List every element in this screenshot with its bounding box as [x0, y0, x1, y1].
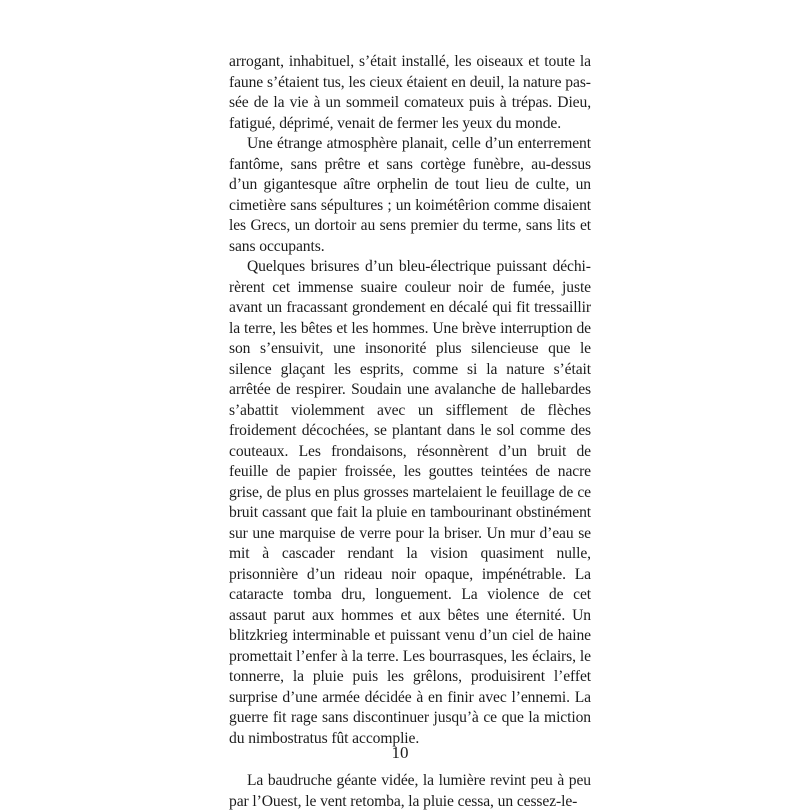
paragraph-1: arrogant, inhabituel, s’était installé, les oiseaux et toute la faune s’étaient tus, les cieux étaient en deuil, la nature passée de la vie à un sommeil comateux puis à trépas. Dieu, fatigué, déprimé, venait de fermer les yeux du monde. [229, 53, 591, 132]
body-text [229, 52, 591, 812]
paragraph-3: Quelques brisures d’un bleu-électrique puissant déchirèrent cet immense suaire couleur noir de fumée, juste avant un fracassant grondement en décalé qui fit tressaillir la terre, les bêtes et les hommes. Une brève interruption de son s’ensuivit, une insonorité plus silencieuse que le silence glaçant les esprits, comme si la nature s’était arrêtée de respirer. Soudain une avalanche de hallebardes s’abattit violemment avec un sifflement de flèches froidement décochées, se plantant dans le sol comme des couteaux. Les frondaisons, résonnèrent d’un bruit de feuille de papier froissée, les gouttes teintées de nacre grise, de plus en plus grosses martelaient le feuillage de ce bruit cassant que fait la pluie en tambourinant obstinément sur une marquise de verre pour la briser. Un mur d’eau se mit à cascader rendant la vision quasiment nulle, prisonnière d’un rideau noir opaque, impénétrable. La cataracte tomba dru, longuement. La violence de cet assaut parut aux hommes et aux bêtes une éternité. Un blitzkrieg interminable et puissant venu d’un ciel de haine promettait l’enfer à la terre. Les bourrasques, les éclairs, le tonnerre, la pluie puis les grêlons, produisirent l’effet surprise d’une armée décidée à en finir avec l’ennemi. La guerre fit rage sans discontinuer jusqu’à ce que la miction du nimbostratus fût accomplie. [229, 258, 591, 747]
page-number: 10 [391, 743, 409, 762]
paragraph-2: Une étrange atmosphère planait, celle d’un enterrement fantôme, sans prêtre et sans cortège funèbre, au-dessus d’un gigantesque aître orphelin de tout lieu de culte, un cimetière sans sépultures ; un koimétêrion comme disaient les Grecs, un dortoir au sens premier du terme, sans lits et sans occupants. [229, 135, 591, 255]
paragraph-4: La baudruche géante vidée, la lumière revint peu à peu par l’Ouest, le vent retomba, la pluie cessa, un cessez-le- [229, 772, 591, 810]
